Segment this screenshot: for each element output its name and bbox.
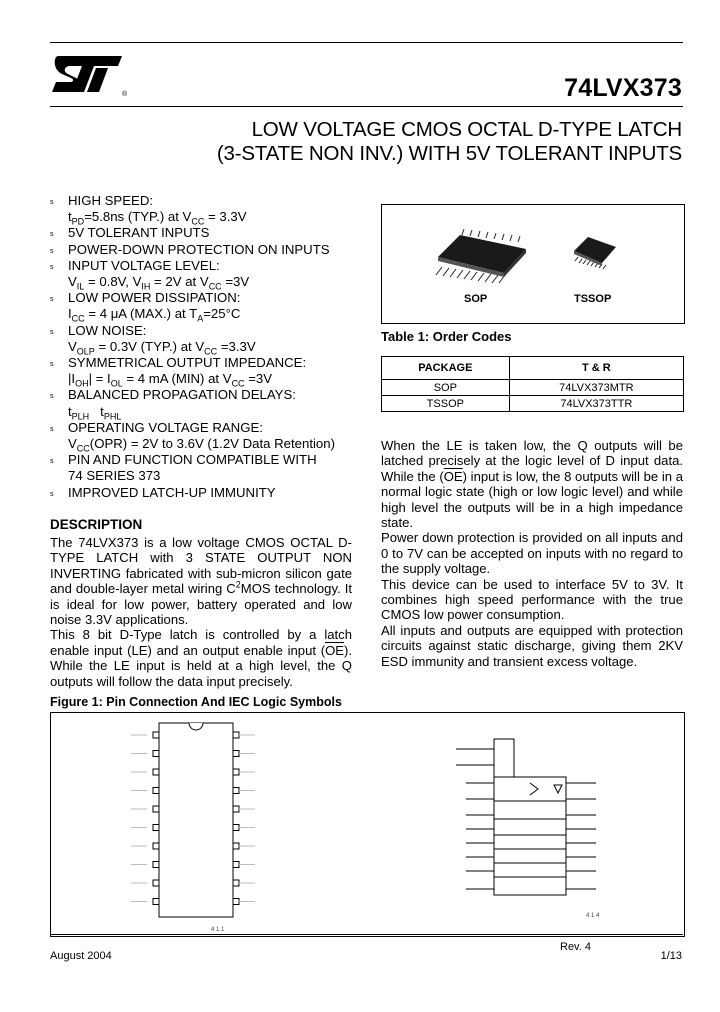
- svg-text:4 1 4: 4 1 4: [586, 913, 600, 919]
- pin-stub: [233, 751, 239, 757]
- pin-stub: [233, 769, 239, 775]
- figure-caption: Figure 1: Pin Connection And IEC Logic Symbols: [50, 695, 342, 709]
- table-row: [382, 396, 684, 412]
- title-rule: [50, 106, 683, 107]
- table-cell: 74LVX373MTR: [509, 380, 683, 396]
- pin-stub: [153, 825, 159, 831]
- tssop-label: TSSOP: [574, 293, 612, 305]
- feature-item: s OPERATING VOLTAGE RANGE: $V_{CC}(OPR) = 2V$ to 3.6V (1.2V Data Retention): [48, 420, 368, 452]
- pin-stub: [153, 843, 159, 849]
- feature-item: s BALANCED PROPAGATION DELAYS: $t_{PLH}$ $t_{PHL}$: [48, 387, 368, 419]
- order-table-caption: Table 1: Order Codes: [381, 329, 512, 344]
- pin-stub: [153, 732, 159, 738]
- description-paragraph: This 8 bit D-Type latch is controlled by a latch enable input (LE) and an output enable input $(\overline{OE})$. While the LE input is held at a high level, the Q outputs will follow the data input precisely.: [50, 627, 352, 689]
- feature-item: s IMPROVED LATCH-UP IMMUNITY: [48, 485, 368, 501]
- table-row: [382, 380, 684, 396]
- description-paragraph: The 74LVX373 is a low voltage CMOS OCTAL D-TYPE LATCH with 3 STATE OUTPUT NON INVERTING fabricated with sub-micron silicon gate and double-layer metal wiring $C^2MOS$ technology. It is ideal for low power, battery operated and low noise 3.3V applications.: [50, 535, 352, 628]
- part-number: 74LVX373: [564, 74, 682, 102]
- st-logo-icon: [50, 52, 130, 98]
- pin-stub: [233, 806, 239, 812]
- pin-stub: [153, 751, 159, 757]
- tssop-package-image: [570, 233, 620, 273]
- pin-stub: [233, 880, 239, 886]
- pin-stub: [153, 899, 159, 905]
- table-cell: TSSOP: [382, 396, 510, 412]
- column-header: T & R: [509, 357, 683, 380]
- package-images: [381, 204, 685, 324]
- column-header: PACKAGE: [382, 357, 510, 380]
- feature-item: s SYMMETRICAL OUTPUT IMPEDANCE: $|I_{OH}| = I_{OL} = 4$ mA (MIN) at $V_{CC} =3V$: [48, 355, 368, 387]
- feature-item: s POWER-DOWN PROTECTION ON INPUTS: [48, 242, 368, 258]
- order-table: [381, 356, 684, 412]
- description-heading: DESCRIPTION: [50, 517, 143, 532]
- title-line-2: (3-STATE NON INV.) WITH 5V TOLERANT INPUTS: [216, 142, 682, 165]
- pin-stub: [233, 788, 239, 794]
- sop-label: SOP: [464, 293, 488, 305]
- svg-text:®: ®: [122, 91, 128, 98]
- table-cell: 74LVX373TTR: [509, 396, 683, 412]
- footer-date: August 2004: [50, 950, 112, 962]
- footer-revision: Rev. 4: [560, 941, 591, 953]
- body-paragraph: All inputs and outputs are equipped with protection circuits against static discharge, giving them 2KV ESD immunity and transient excess voltage.: [381, 622, 683, 669]
- figure-box: [50, 712, 685, 937]
- pin-stub: [233, 843, 239, 849]
- pin-stub: [233, 732, 239, 738]
- sop-package-image: [432, 225, 532, 285]
- feature-item: s LOW POWER DISSIPATION: $I_{CC} = 4$ μA (MAX.) at $T_A=25^\circ C$: [48, 290, 368, 322]
- body-paragraph: Power down protection is provided on all inputs and 0 to 7V can be accepted on inputs with no regard to the supply voltage.: [381, 530, 683, 577]
- table-cell: SOP: [382, 380, 510, 396]
- pin-stub: [233, 825, 239, 831]
- feature-item: s PIN AND FUNCTION COMPATIBLE WITH 74 SERIES 373: [48, 452, 368, 484]
- pin-connection-diagram: [111, 721, 281, 933]
- pin-stub: [153, 806, 159, 812]
- title-line-1: LOW VOLTAGE CMOS OCTAL D-TYPE LATCH: [251, 118, 682, 141]
- svg-text:4 1 1: 4 1 1: [211, 927, 225, 933]
- body-paragraph: This device can be used to interface 5V to 3V. It combines high speed performance with the true CMOS low power consumption.: [381, 576, 683, 623]
- pin-stub: [233, 899, 239, 905]
- feature-item: s HIGH SPEED: $t_{PD}=5.8ns$ (TYP.) at $V_{CC} = 3.3V$: [48, 193, 368, 225]
- feature-item: s INPUT VOLTAGE LEVEL: $V_{IL} = 0.8V$, $V_{IH} = 2V$ at $V_{CC} =3V$: [48, 258, 368, 290]
- pin-stub: [153, 769, 159, 775]
- pin-stub: [153, 788, 159, 794]
- table-header-row: [382, 357, 684, 380]
- pin-stub: [153, 862, 159, 868]
- body-paragraph: When the LE is taken low, the Q outputs will be latched precisely at the logic level of D input data. While the $(\overline{OE})$ input is low, the 8 outputs will be in a normal logic state (high or low logic level) and while high level the outputs will be in a high impedance state.: [381, 438, 683, 531]
- iec-logic-symbol: [436, 729, 636, 929]
- feature-item: s 5V TOLERANT INPUTS: [48, 225, 368, 241]
- pin-stub: [153, 880, 159, 886]
- footer-page-number: 1/13: [660, 950, 682, 962]
- footer-rule: [50, 934, 683, 935]
- feature-item: s LOW NOISE: $V_{OLP} = 0.3V$ (TYP.) at $V_{CC} =3.3V$: [48, 323, 368, 355]
- description-text: [50, 535, 352, 689]
- pin-stub: [233, 862, 239, 868]
- feature-list: [48, 193, 368, 501]
- right-column-text: [381, 438, 683, 669]
- header-rule: [50, 42, 683, 43]
